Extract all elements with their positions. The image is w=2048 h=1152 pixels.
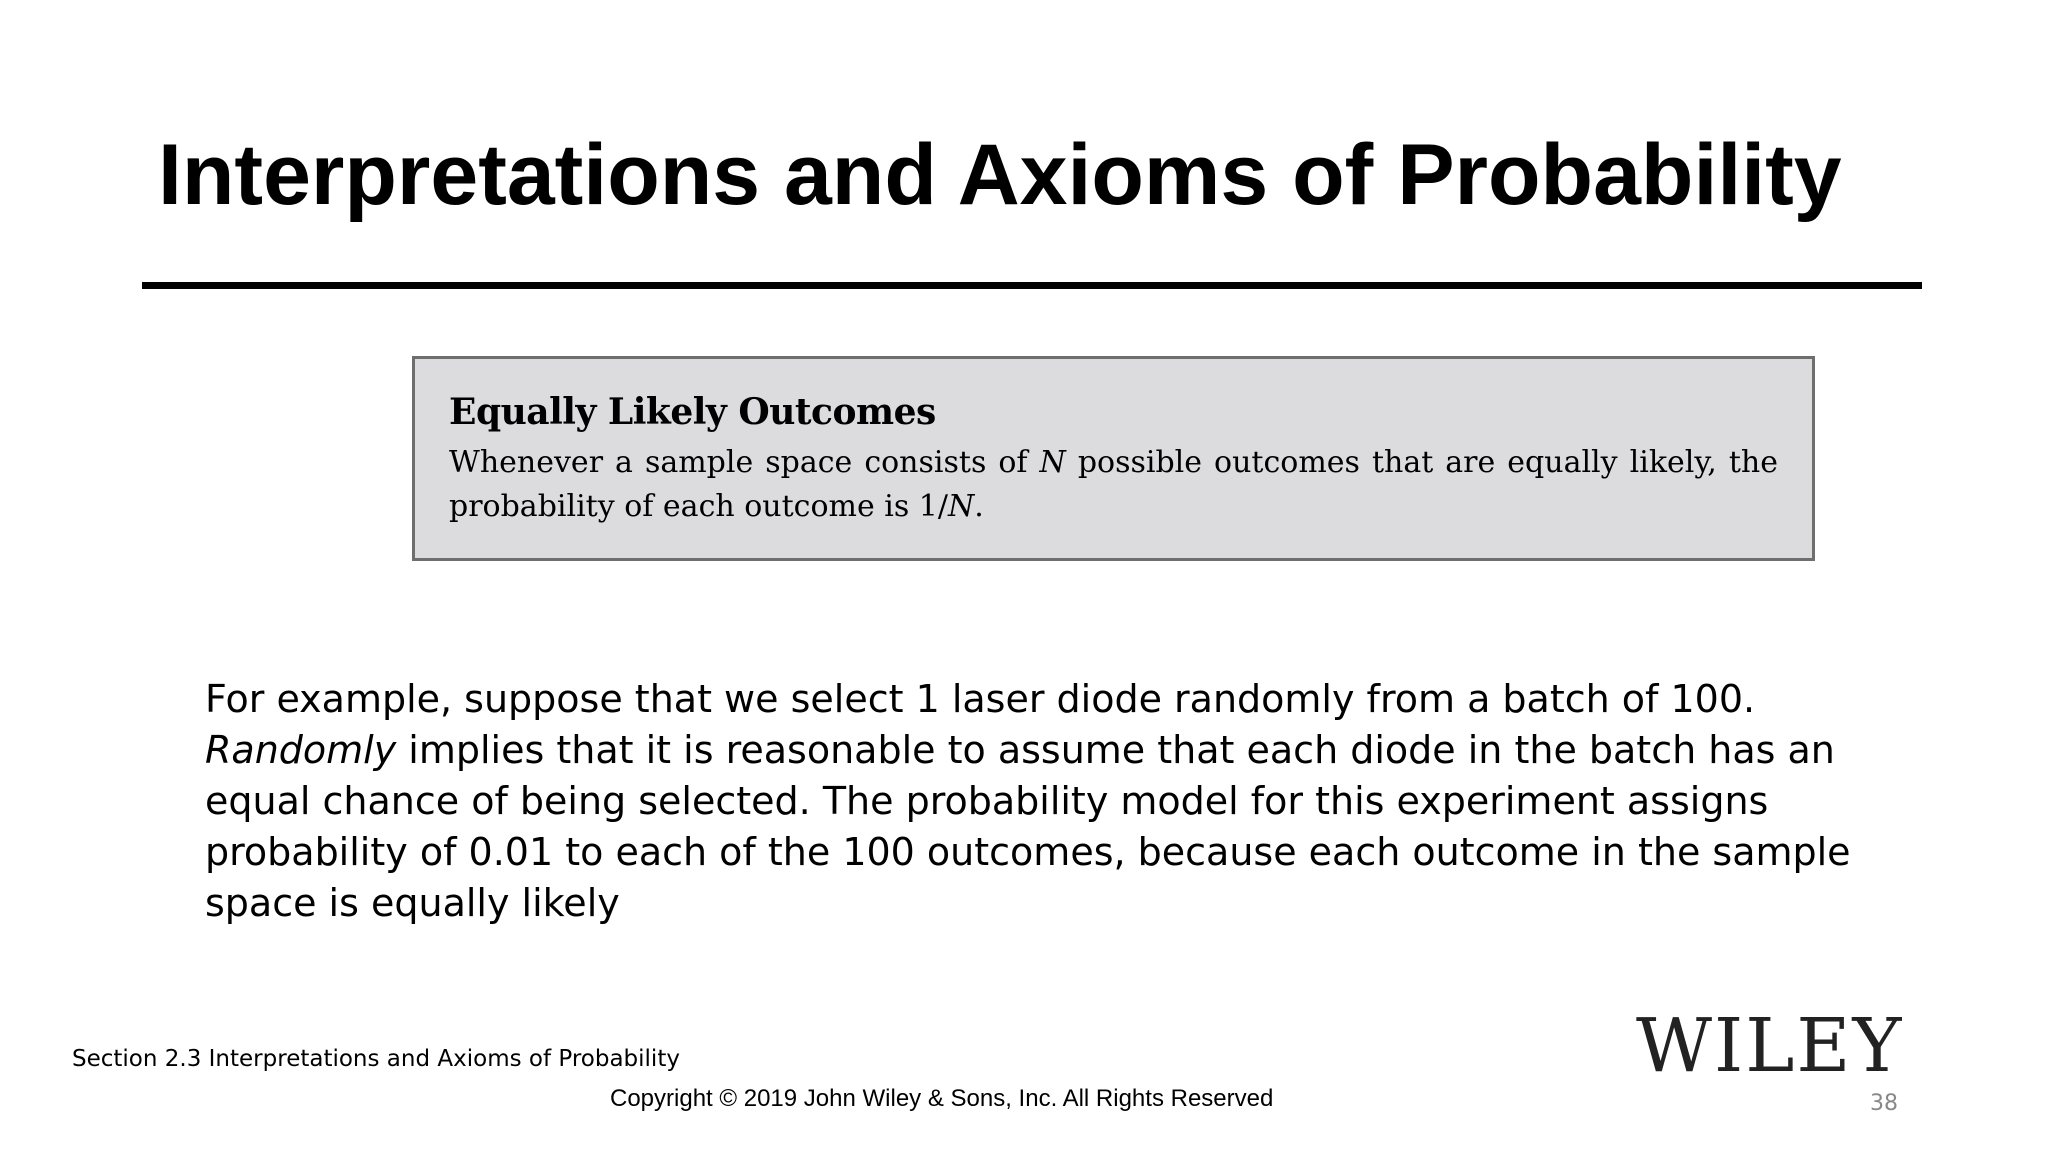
definition-text-part3: . [974,489,984,524]
example-emphasis: Randomly [205,728,397,772]
footer-copyright: Copyright © 2019 John Wiley & Sons, Inc. All Rights Reserved [610,1085,1274,1112]
definition-body [449,441,1778,529]
definition-text-part2: possible outcomes that are equally likely, the probability of each outcome is 1/ [449,445,1778,524]
page-number: 38 [1870,1091,1898,1116]
wiley-logo: WILEY [1636,1003,1904,1089]
example-first-line: For example, suppose that we select 1 laser diode randomly from a batch of 100. [205,677,1756,721]
definition-variable-n: N [1039,445,1066,480]
definition-variable-n: N [947,489,975,524]
title-divider [142,282,1922,289]
definition-text-part1: Whenever a sample space consists of [449,445,1040,480]
example-continuation: implies that it is reasonable to assume that each diode in the batch has an equal chance of being selected. The probability model for this experiment assigns probability of 0.01 to each of the 100 outcomes, because each outcome in the sample space is equally likely [205,728,1851,925]
slide-title: Interpretations and Axioms of Probability [158,127,1842,223]
example-paragraph [205,674,1945,929]
definition-heading: Equally Likely Outcomes [449,391,936,433]
definition-box [412,356,1815,561]
footer-section-label: Section 2.3 Interpretations and Axioms of Probability [72,1046,680,1072]
